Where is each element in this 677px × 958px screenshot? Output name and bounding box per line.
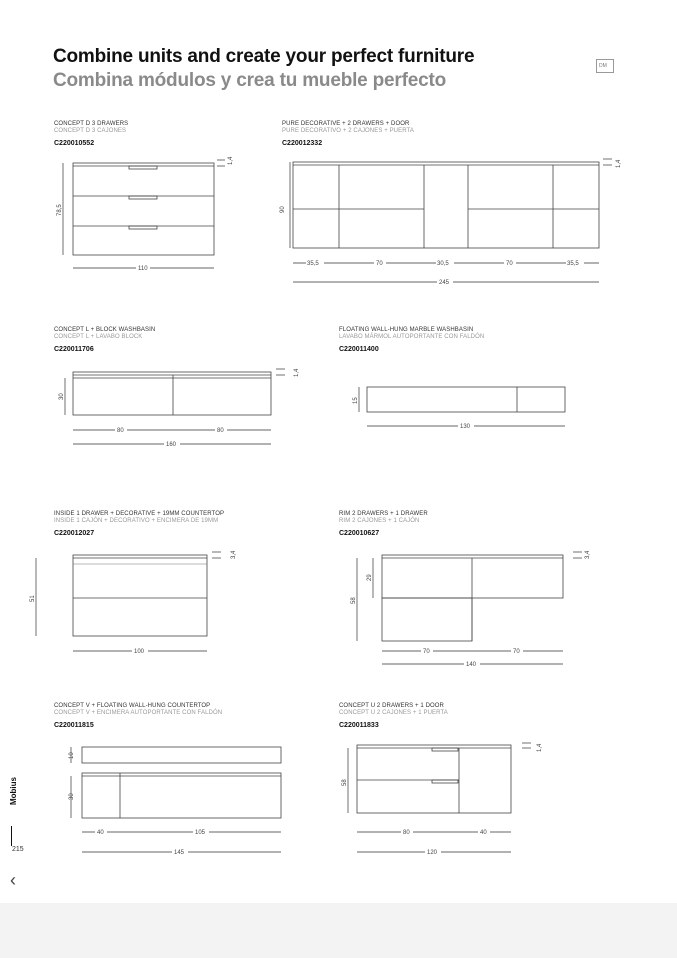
product-name-es: CONCEPT V + ENCIMERA AUTOPORTANTE CON FALDÓN [54,710,223,716]
product-code: C220010552 [54,140,95,147]
dim-h1-label: 29 [367,574,373,581]
dim-h2-label: 30 [69,793,75,800]
product-name-en: INSIDE 1 DRAWER + DECORATIVE + 19MM COUNTERTOP [54,511,225,517]
product-name-es: PURE DECORATIVO + 2 CAJONES + PUERTA [282,128,414,134]
dim-width-label: 40 [97,830,104,836]
product-name-en: RIM 2 DRAWERS + 1 DRAWER [339,511,428,517]
dim-depth-label: 1,4 [228,156,234,165]
product-name-es: INSIDE 1 CAJÓN + DECORATIVO + ENCIMERA DE 19MM [54,518,219,524]
dim-total-label: 160 [166,442,177,448]
dim-width-label: 35,5 [307,261,319,267]
dim-height-label: 15 [353,397,359,404]
dim-width-label: 70 [513,649,520,655]
dim-h1-label: 10 [69,752,75,759]
product-code: C220011706 [54,346,94,353]
dim-width-label: 100 [134,649,145,655]
page-subtitle: Combina módulos y crea tu mueble perfecto [53,70,446,91]
product-name-en: CONCEPT U 2 DRAWERS + 1 DOOR [339,703,444,709]
product-name-en: CONCEPT D 3 DRAWERS [54,121,129,127]
dim-height-label: 51 [30,595,36,602]
product-name-en: CONCEPT L + BLOCK WASHBASIN [54,327,156,333]
dim-width-label: 30,5 [437,261,449,267]
dim-depth-label: 1,4 [537,743,543,752]
page-number: 215 [12,846,24,853]
dim-width-label: 80 [403,830,410,836]
dim-h2-label: 58 [351,597,357,604]
brand-badge-label: DM [599,63,607,69]
product-code: C220011815 [54,722,94,729]
product-name-es: CONCEPT L + LAVABO BLOCK [54,334,143,340]
product-name-es: LAVABO MÁRMOL AUTOPORTANTE CON FALDÓN [339,334,485,340]
dim-width-label: 80 [217,428,224,434]
dim-width-label: 40 [480,830,487,836]
dim-depth-label: 3,4 [231,550,237,559]
brand-divider [11,826,12,846]
dim-total-label: 245 [439,280,450,286]
dim-depth-label: 3,4 [585,550,591,559]
product-name-en: PURE DECORATIVE + 2 DRAWERS + DOOR [282,121,410,127]
drawer-handle [432,780,458,783]
dim-depth-label: 1,4 [294,368,300,377]
footer-band [0,903,677,958]
dim-depth-label: 1,4 [616,159,622,168]
brand-vertical-label: Mobius [9,777,18,805]
product-name-es: CONCEPT D 3 CAJONES [54,128,127,134]
dim-width-label: 35,5 [567,261,579,267]
product-code: C220010627 [339,530,380,537]
dim-width-label: 80 [117,428,124,434]
dim-width-label: 130 [460,424,471,430]
dim-height-label: 78,5 [57,204,63,216]
back-arrow-icon[interactable]: ‹ [10,870,16,890]
dim-width-label: 105 [195,830,206,836]
product-name-es: CONCEPT U 2 CAJONES + 1 PUERTA [339,710,448,716]
dim-width-label: 110 [138,266,148,272]
dim-total-label: 145 [174,850,185,856]
product-name-en: FLOATING WALL-HUNG MARBLE WASHBASIN [339,327,474,333]
drawer-handle [432,748,458,751]
product-code: C220012332 [282,140,323,147]
dim-height-label: 30 [59,393,65,400]
cabinet-body [357,745,511,813]
dim-total-label: 120 [427,850,438,856]
page-title: Combine units and create your perfect furniture [53,46,475,67]
dim-width-label: 70 [376,261,383,267]
product-code: C220012027 [54,530,95,537]
product-code: C220011833 [339,722,379,729]
dim-total-label: 140 [466,662,477,668]
product-name-es: RIM 2 CAJONES + 1 CAJÓN [339,518,420,524]
dim-height-label: 58 [342,779,348,786]
dim-height-label: 90 [280,206,286,213]
product-name-en: CONCEPT V + FLOATING WALL-HUNG COUNTERTOP [54,703,211,709]
product-code: C220011400 [339,346,379,353]
dim-width-label: 70 [423,649,430,655]
dim-width-label: 70 [506,261,513,267]
